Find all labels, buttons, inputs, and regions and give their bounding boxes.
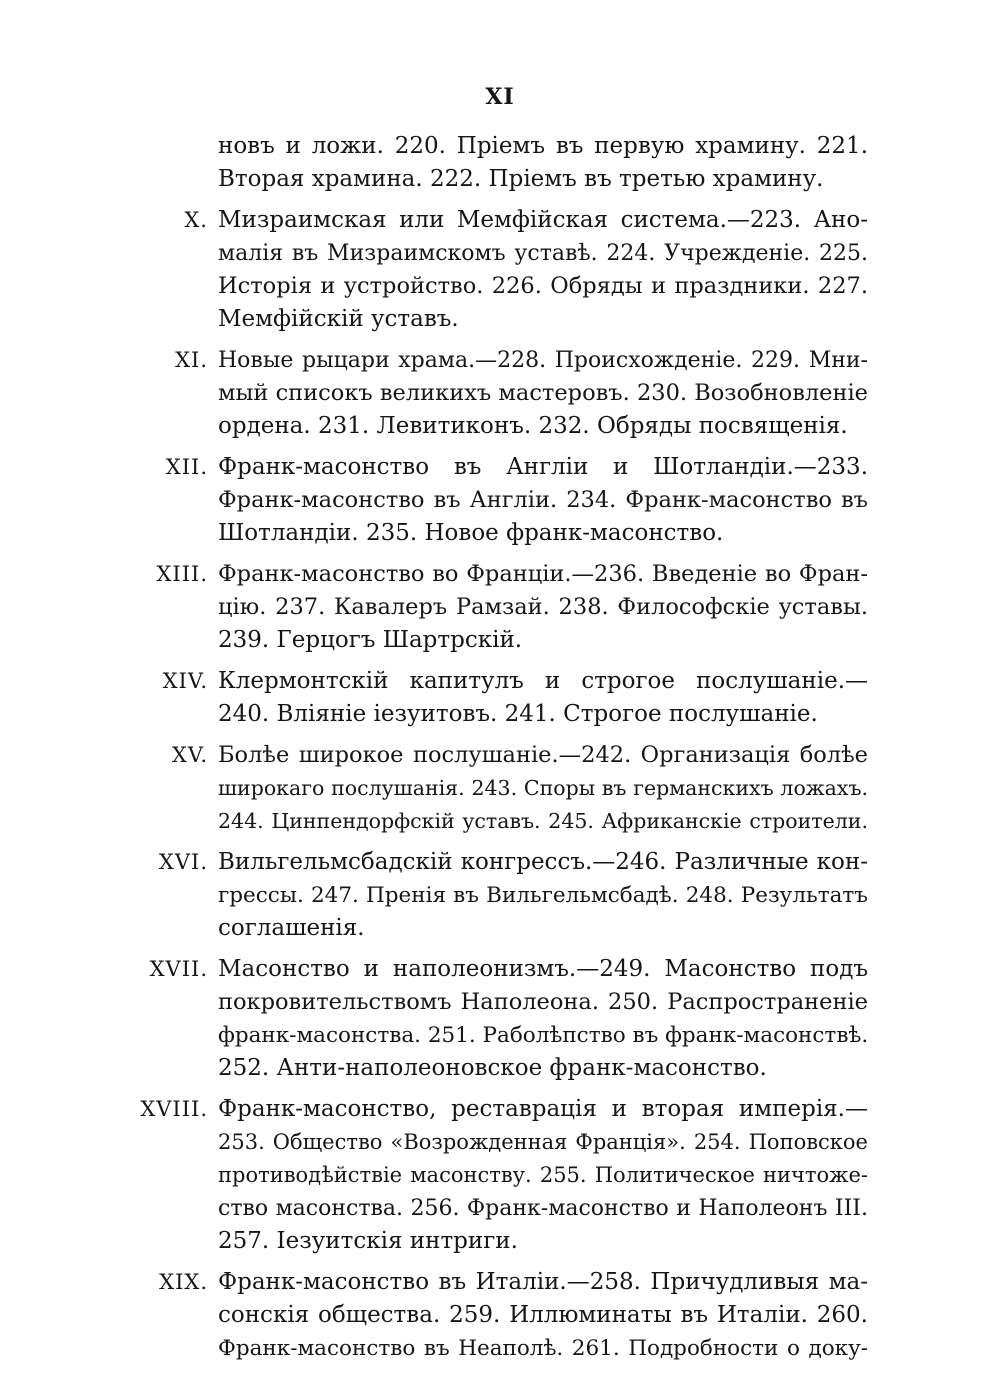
- toc-entry-xviii: [0, 1093, 1000, 1258]
- entry-line: Мемфійскій уставъ.: [218, 306, 459, 332]
- entry-line: мый списокъ великихъ мастеровъ. 230. Возобновленіе: [218, 380, 868, 406]
- entry-line: ордена. 231. Левитиконъ. 232. Обряды посвященія.: [218, 413, 848, 439]
- chapter-numeral: XV.: [171, 743, 208, 767]
- entry-line: широкаго послушанія. 243. Споры въ германскихъ ложахъ.: [218, 776, 868, 800]
- chapter-numeral: XVII.: [149, 957, 208, 981]
- entry-line: Мизраимская или Мемфійская система.—223. Ано-: [218, 207, 868, 233]
- entry-line: 253. Общество «Возрожденная Франція». 254. Поповское: [218, 1130, 868, 1154]
- toc-entry-xii: [0, 451, 1000, 550]
- chapter-numeral: XI.: [175, 348, 208, 372]
- entry-line: 252. Анти-наполеоновское франк-масонство.: [218, 1055, 767, 1081]
- entry-line: 244. Цинпендорфскій уставъ. 245. Африканскіе строители.: [218, 809, 868, 833]
- entry-line: Исторія и устройство. 226. Обряды и праздники. 227.: [218, 273, 868, 299]
- toc-entry-xv: [0, 739, 1000, 838]
- entry-line: Масонство и наполеонизмъ.—249. Масонство подъ: [218, 956, 868, 982]
- entry-line: Франк-масонство, реставрація и вторая имперія.—: [218, 1096, 868, 1122]
- toc-entry-continued: [0, 130, 1000, 196]
- entry-line: франк-масонства. 251. Раболѣпство въ франк-масонствѣ.: [218, 1023, 868, 1048]
- entry-line: Болѣе широкое послушаніе.—242. Организація болѣе: [218, 742, 868, 768]
- toc-entry-xiv: [0, 665, 1000, 731]
- entry-line: противодѣйствіе масонству. 255. Политическое ничтоже-: [218, 1163, 868, 1187]
- chapter-numeral: XII.: [165, 455, 208, 479]
- chapter-numeral: XIII.: [156, 562, 208, 586]
- entry-line: Франк-масонство въ Англіи и Шотландіи.—233.: [218, 454, 868, 480]
- toc-entry-xi: [0, 344, 1000, 443]
- entry-line: Франк-масонство въ Италіи.—258. Причудливыя ма-: [218, 1269, 868, 1295]
- entry-line: ство масонства. 256. Франк-масонство и Наполеонъ III.: [218, 1196, 868, 1221]
- chapter-numeral: XIX.: [159, 1270, 208, 1294]
- table-of-contents: [0, 130, 1000, 1373]
- chapter-numeral: X.: [184, 208, 208, 232]
- entry-line: Франк-масонство во Франціи.—236. Введеніе во Фран-: [218, 561, 868, 587]
- entry-line: Франк-масонство въ Англіи. 234. Франк-масонство въ: [218, 487, 868, 513]
- chapter-numeral: XVI.: [158, 850, 208, 874]
- toc-entry-xiii: [0, 558, 1000, 657]
- toc-entry-xvii: [0, 953, 1000, 1085]
- chapter-numeral: XIV.: [162, 669, 208, 693]
- entry-line: малія въ Мизраимскомъ уставѣ. 224. Учрежденіе. 225.: [218, 241, 868, 266]
- entry-line: покровительствомъ Наполеона. 250. Распространеніе: [218, 989, 868, 1015]
- entry-line: Франк-масонство въ Неаполѣ. 261. Подробности о доку-: [218, 1336, 868, 1361]
- chapter-numeral: XVIII.: [140, 1097, 208, 1121]
- entry-line: 240. Вліяніе іезуитовъ. 241. Строгое послушаніе.: [218, 701, 818, 727]
- toc-entry-xvi: [0, 846, 1000, 945]
- entry-line: сонскія общества. 259. Иллюминаты въ Италіи. 260.: [218, 1302, 868, 1328]
- toc-entry-xix: [0, 1266, 1000, 1365]
- entry-line: новъ и ложи. 220. Пріемъ въ первую храмину. 221.: [218, 133, 868, 159]
- entry-line: Шотландіи. 235. Новое франк-масонство.: [218, 520, 724, 546]
- entry-line: цію. 237. Кавалеръ Рамзай. 238. Философскіе уставы.: [218, 594, 868, 620]
- entry-line: Новые рыцари храма.—228. Происхожденіе. 229. Мни-: [218, 348, 868, 373]
- entry-line: Вторая храмина. 222. Пріемъ въ третью храмину.: [218, 166, 824, 192]
- entry-line: 239. Герцогъ Шартрскій.: [218, 627, 523, 653]
- toc-entry-x: [0, 204, 1000, 336]
- entry-line: соглашенія.: [218, 915, 365, 941]
- entry-line: Клермонтскій капитулъ и строгое послушаніе.—: [218, 668, 868, 694]
- page-number: XI: [485, 84, 515, 110]
- entry-line: грессы. 247. Пренія въ Вильгельмсбадѣ. 248. Результатъ: [218, 883, 868, 908]
- entry-line: 257. Іезуитскія интриги.: [218, 1228, 518, 1254]
- entry-line: Вильгельмсбадскій конгрессъ.—246. Различные кон-: [218, 849, 868, 875]
